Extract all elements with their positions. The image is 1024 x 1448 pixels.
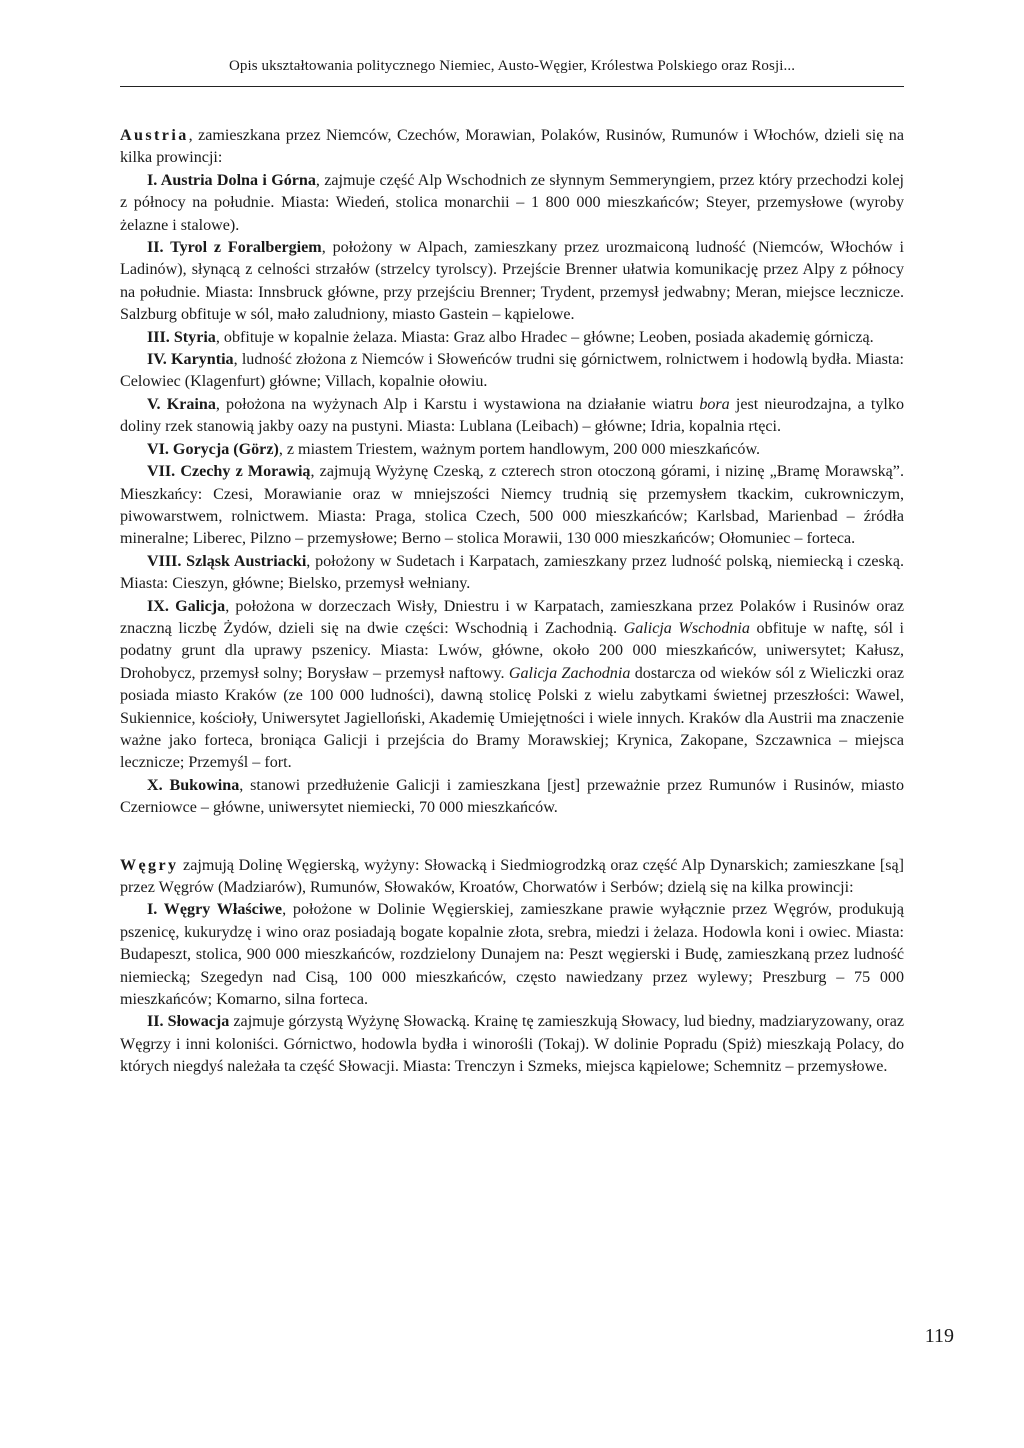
province-gorycja (120, 439, 904, 461)
province-title: VI. Gorycja (Görz) (147, 440, 279, 458)
province-styria (120, 327, 904, 349)
province-text: zajmuje górzystą Wyżynę Słowacką. Krainę tę zamieszkują Słowacy, lud biedny, madziaryzowany, oraz Węgrzy i inni koloniści. Górnictwo, hodowla bydła i winorośli (Tokaj). W dolinie Popradu (Spiż) mieszkają Polacy, do których niegdyś należała ta część Słowacji. Miasta: Trenczyn i Szmeks, miejsca kąpielowe; Schemnitz – przemysłowe. (120, 1013, 904, 1076)
province-czechy (120, 461, 904, 551)
province-text: , ludność złożona z Niemców i Słoweńców trudni się górnictwem, rolnictwem i hodowlą bydła. Miasta: Celowiec (Klagenfurt) główne; Villach, kopalnie ołowiu. (120, 351, 904, 391)
italic-term: bora (699, 395, 730, 413)
austria-heading: Austria (120, 127, 189, 144)
province-title: II. Słowacja (147, 1013, 230, 1031)
province-text: , położona w dorzeczach Wisły, Dniestru i w Karpatach, zamieszkana przez Polaków i Rusinów oraz znaczną liczbę Żydów, dzieli się na dwie części: Wschodnią i Zachodnią. (120, 597, 904, 637)
province-bukowina (120, 775, 904, 820)
province-slowacja (120, 1011, 904, 1078)
province-text: , stanowi przedłużenie Galicji i zamieszkana [jest] przeważnie przez Rumunów i Rusinów, miasto Czerniowce – główne, uniwersytet niemiecki, 70 000 mieszkańców. (120, 776, 904, 817)
wegry-heading: Węgry (120, 856, 179, 874)
wegry-intro-paragraph (120, 855, 904, 900)
province-title: V. Kraina (147, 395, 216, 413)
province-text: obfituje w naftę, sól i podatny grunt dla uprawy pszenicy. Miasta: Lwów, główne, około 200 000 mieszkańców, uniwersytet; Kałusz, Drohobycz, przemysł solny; Borysław – przemysł naftowy. (120, 619, 904, 682)
province-title: VII. Czechy z Morawią (147, 463, 311, 481)
italic-term: Galicja Wschodnia (623, 619, 750, 637)
running-header: Opis ukształtowania politycznego Niemiec, Austo-Węgier, Królestwa Polskiego oraz Rosji... (228, 58, 796, 74)
italic-term: Galicja Zachodnia (508, 664, 631, 682)
austria-intro-paragraph (120, 125, 904, 170)
header-rule (120, 86, 904, 87)
province-galicja (120, 596, 904, 775)
province-title: VIII. Szląsk Austriacki (147, 552, 307, 570)
page-body (120, 125, 904, 1079)
province-text: , zajmuje część Alp Wschodnich ze słynnym Semmeryngiem, przez który przechodzi kolej z północy na południe. Miasta: Wiedeń, stolica monarchii – 1 800 000 mieszkańców; Steyer, przemysłowe (wyroby żelazne i stalowe). (120, 171, 904, 234)
province-text: , położony w Alpach, zamieszkany przez urozmaiconą ludność (Niemców, Włochów i Ladinów), słynącą z celności strzałów (strzelcy tyrolscy). Przejście Brenner ułatwia komunikację przez Alpy z północy na południe. Miasta: Innsbruck główne, przy przejściu Brenner; Trydent, przemysł jedwabny; Meran, miejsce lecznicze. Salzburg obfituje w sól, mało zaludniony, miasto Gastein – kąpielowe. (120, 239, 904, 324)
province-text: , zajmują Wyżynę Czeską, z czterech stron otoczoną górami, i nizinę „Bramę Morawską”. Mieszkańcy: Czesi, Morawianie oraz w mniejszości Niemcy trudnią się przemysłem tkackim, cukrowniczym, piwowarstwem, rolnictwem. Miasta: Praga, stolica Czech, 500 000 mieszkańców; Karlsbad, Marienbad – źródła mineralne; Liberec, Pilzno – przemysłowe; Berno – stolica Morawii, 130 000 mieszkańców; Ołomuniec – forteca. (120, 463, 904, 548)
province-text: , z miastem Triestem, ważnym portem handlowym, 200 000 mieszkańców. (278, 440, 761, 458)
province-text: jest nieurodzajna, a tylko doliny rzek stanowią jakby oazy na pustyni. Miasta: Lublana (Leibach) – główne; Idria, kopalnia rtęci. (120, 395, 904, 436)
province-title: II. Tyrol z Foralbergiem (147, 239, 322, 257)
province-text: , obfituje w kopalnie żelaza. Miasta: Graz albo Hradec – główne; Leoben, posiada akademię górniczą. (215, 328, 874, 346)
province-title: I. Austria Dolna i Górna (147, 171, 316, 189)
province-kraina (120, 394, 904, 439)
province-text: dostarcza od wieków sól z Wieliczki oraz posiada miasto Kraków (ze 100 000 ludności), dawną stolicę Polski z wielu zabytkami świetnej przeszłości: Wawel, Sukiennice, kościoły, Uniwersytet Jagielloński, Akademię Umiejętności i wiele innych. Kraków dla Austrii ma znaczenie ważne jako forteca, broniąca Galicji i przejścia do Bramy Morawskiej; Krynica, Zakopane, Szczawnica – miejsca lecznicze; Przemyśl – fort. (120, 664, 904, 772)
province-karyntia (120, 349, 904, 394)
province-tyrol (120, 237, 904, 327)
province-text: , położone w Dolinie Węgierskiej, zamieszkane prawie wyłącznie przez Węgrów, produkują pszenicę, kukurydzę i wino oraz posiadają bogate kopalnie złota, srebra, miedzi i żelaza. Hodowla koni i owiec. Miasta: Budapeszt, stolica, 900 000 mieszkańców, rozdzielony Dunajem na: Peszt węgierski i Budę, zamieszkaną przez ludność niemiecką; Szegedyn nad Cisą, 100 000 mieszkańców, często nawiedzany przez wylewy; Preszburg – 75 000 mieszkańców; Komarno, silna forteca. (120, 901, 904, 1009)
province-text: , położona na wyżynach Alp i Karstu i wystawiona na działanie wiatru (215, 395, 700, 413)
province-text: , położony w Sudetach i Karpatach, zamieszkany przez ludność polską, niemiecką i czeską. Miasta: Cieszyn, główne; Bielsko, przemysł wełniany. (120, 552, 904, 593)
page-number: 119 (924, 1325, 954, 1347)
province-title: III. Styria (147, 328, 216, 346)
province-austria-dolna (120, 170, 904, 237)
province-title: IX. Galicja (147, 597, 226, 615)
province-szlask (120, 551, 904, 596)
austria-intro-text: , zamieszkana przez Niemców, Czechów, Morawian, Polaków, Rusinów, Rumunów i Włochów, dzieli się na kilka prowincji: (120, 127, 904, 167)
province-title: IV. Karyntia (147, 351, 234, 369)
province-title: X. Bukowina (147, 776, 240, 794)
province-title: I. Węgry Właściwe (147, 901, 283, 919)
province-wegry-wlasciwe (120, 899, 904, 1011)
wegry-intro-text: zajmują Dolinę Węgierską, wyżyny: Słowacką i Siedmiogrodzką oraz część Alp Dynarskich; zamieszkane [są] przez Węgrów (Madziarów), Rumunów, Słowaków, Kroatów, Chorwatów i Serbów; dzielą się na kilka prowincji: (120, 856, 904, 896)
